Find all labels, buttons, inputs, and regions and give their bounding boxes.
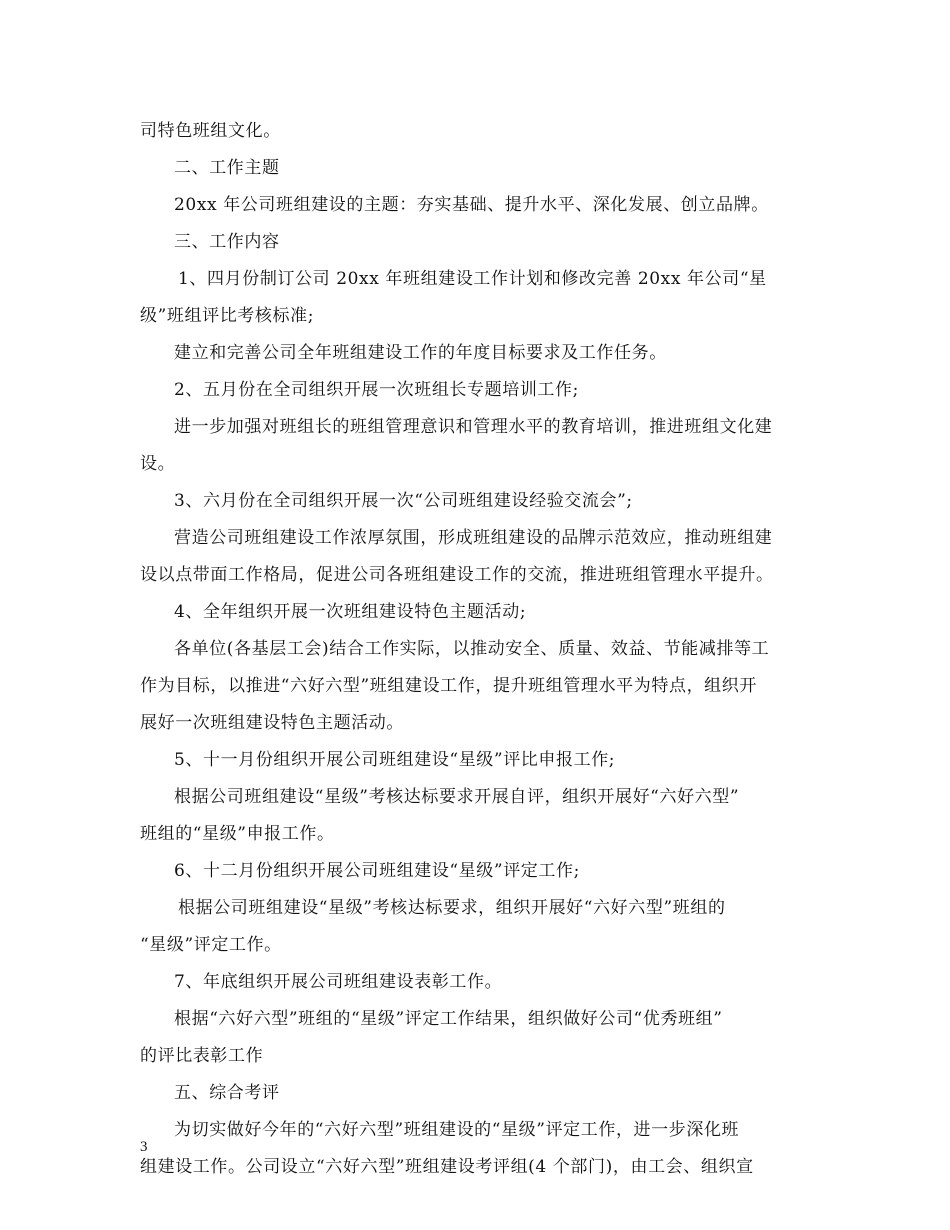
- list-item-line: 级”班组评比考核标准;: [140, 306, 315, 326]
- paragraph-line: 组建设工作。公司设立“六好六型”班组建设考评组(4 个部门)，由工会、组织宣: [140, 1157, 754, 1177]
- paragraph-line: 根据“六好六型”班组的“星级”评定工作结果，组织做好公司“优秀班组”: [174, 1009, 723, 1029]
- section-heading: 三、工作内容: [174, 232, 280, 252]
- list-item-line: 7、年底组织开展公司班组建设表彰工作。: [174, 972, 503, 992]
- list-item-line: 1、四月份制订公司 20xx 年班组建设工作计划和修改完善 20xx 年公司“星: [178, 269, 767, 289]
- list-item-line: 5、十一月份组织开展公司班组建设“星级”评比申报工作;: [174, 750, 616, 770]
- page-number: 3: [140, 1139, 148, 1155]
- paragraph-line: 设。: [140, 454, 176, 474]
- list-item-line: 2、五月份在全司组织开展一次班组长专题培训工作;: [174, 380, 579, 400]
- list-item-line: 6、十二月份组织开展公司班组建设“星级”评定工作;: [174, 861, 580, 881]
- paragraph-line: 20xx 年公司班组建设的主题：夯实基础、提升水平、深化发展、创立品牌。: [174, 195, 769, 215]
- paragraph-line: 司特色班组文化。: [140, 121, 281, 141]
- paragraph-line: 为切实做好今年的“六好六型”班组建设的“星级”评定工作，进一步深化班: [174, 1120, 740, 1140]
- paragraph-line: 展好一次班组建设特色主题活动。: [140, 713, 404, 733]
- paragraph-line: 进一步加强对班组长的班组管理意识和管理水平的教育培训，推进班组文化建: [174, 417, 773, 437]
- paragraph-line: 根据公司班组建设“星级”考核达标要求开展自评，组织开展好“六好六型”: [174, 787, 740, 807]
- paragraph-line: 根据公司班组建设“星级”考核达标要求，组织开展好“六好六型”班组的: [178, 898, 726, 918]
- section-heading: 二、工作主题: [174, 158, 280, 178]
- list-item-line: 4、全年组织开展一次班组建设特色主题活动;: [174, 602, 527, 622]
- paragraph-line: 班组的“星级”申报工作。: [140, 824, 335, 844]
- list-item-line: 3、六月份在全司组织开展一次“公司班组建设经验交流会”;: [174, 491, 633, 511]
- paragraph-line: 作为目标，以推进“六好六型”班组建设工作，提升班组管理水平为特点，组织开: [140, 676, 757, 696]
- paragraph-line: 建立和完善公司全年班组建设工作的年度目标要求及工作任务。: [174, 343, 667, 363]
- paragraph-line: 各单位(各基层工会)结合工作实际，以推动安全、质量、效益、节能减排等工: [174, 639, 770, 659]
- paragraph-line: 营造公司班组建设工作浓厚氛围，形成班组建设的品牌示范效应，推动班组建: [174, 528, 773, 548]
- paragraph-line: “星级”评定工作。: [140, 935, 282, 955]
- paragraph-line: 设以点带面工作格局，促进公司各班组建设工作的交流，推进班组管理水平提升。: [140, 565, 774, 585]
- document-body: [140, 113, 810, 1186]
- paragraph-line: 的评比表彰工作: [140, 1046, 264, 1066]
- section-heading: 五、综合考评: [174, 1083, 280, 1103]
